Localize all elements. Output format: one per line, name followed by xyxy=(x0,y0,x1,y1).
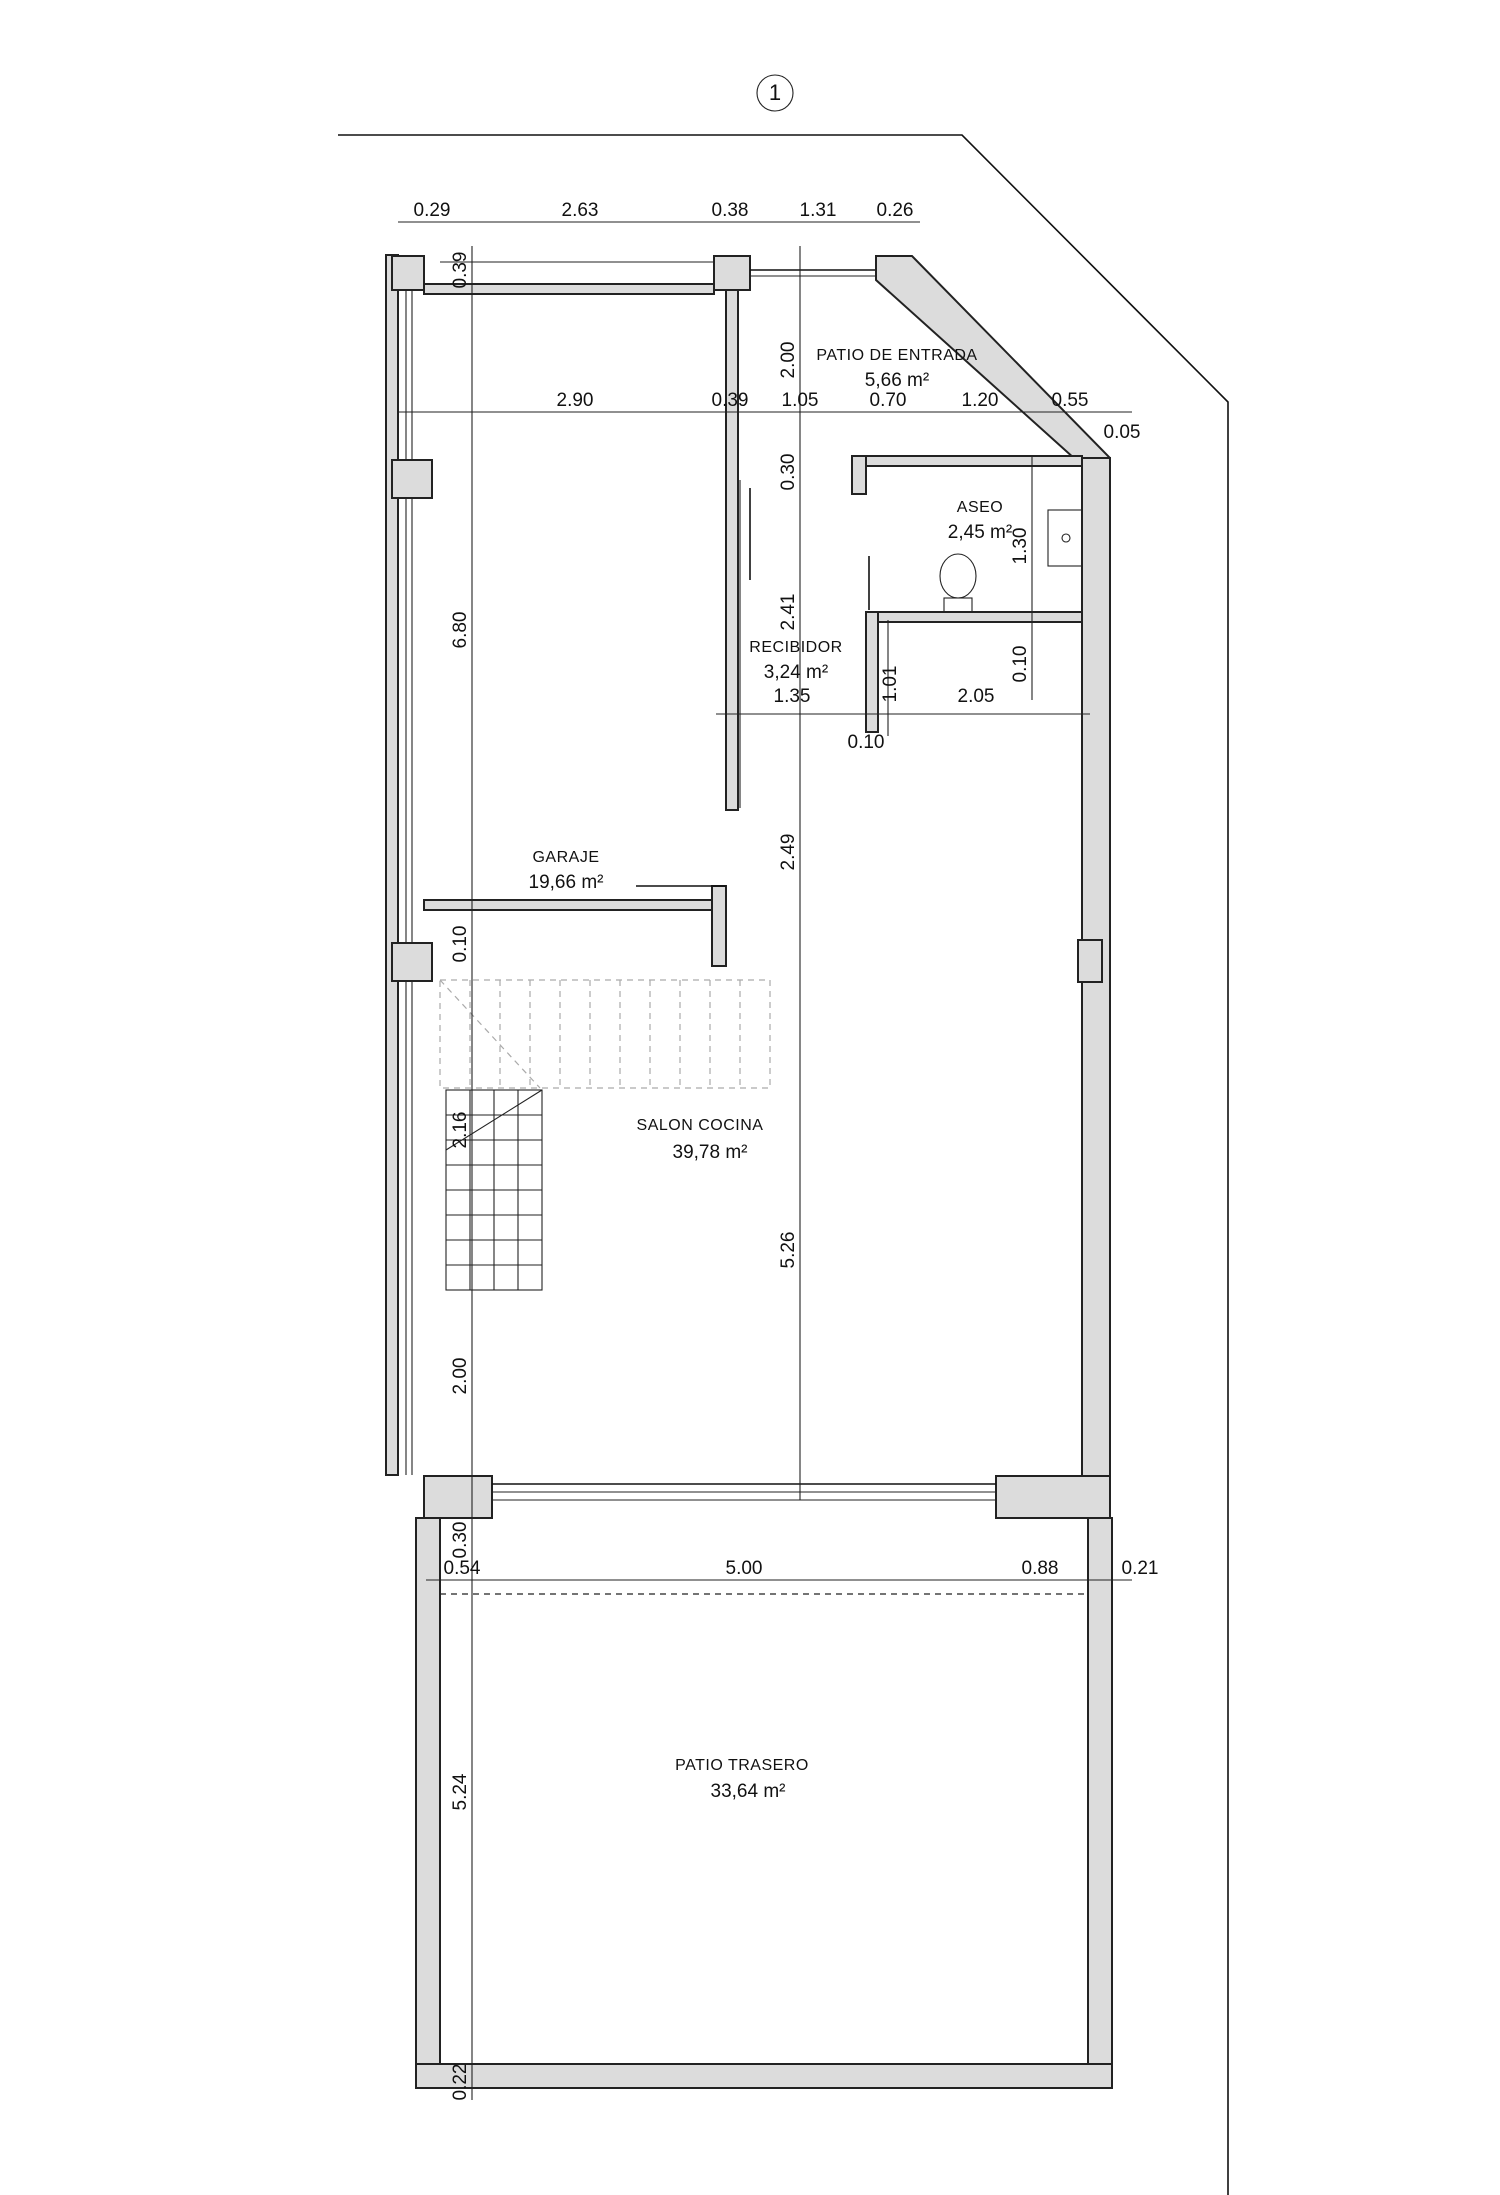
house-right-wall xyxy=(1082,458,1110,1518)
dim-left-4: 2.16 xyxy=(450,1111,471,1149)
aseo-top-left-stub xyxy=(852,456,866,494)
dim-top-2: 2.63 xyxy=(561,200,599,221)
garage-right-wall xyxy=(726,290,738,810)
dim-top-5: 0.26 xyxy=(876,200,914,221)
dim-center-3: 2.41 xyxy=(778,593,799,631)
dim-recibidor-3: 0.10 xyxy=(847,732,885,753)
dim-left-5: 2.00 xyxy=(450,1357,471,1395)
room-area-aseo: 2,45 m² xyxy=(947,522,1013,543)
column-left-mid xyxy=(392,460,432,498)
dim-second-6: 0.55 xyxy=(1051,390,1089,411)
garage-left-wall xyxy=(386,255,398,1475)
dim-left-7: 5.24 xyxy=(450,1773,471,1811)
column-top-left xyxy=(392,256,424,290)
garage-bottom-right-stub xyxy=(712,886,726,966)
dim-back-1: 0.54 xyxy=(443,1558,481,1579)
dim-second-5: 1.20 xyxy=(961,390,999,411)
dim-aseo-1: 1.30 xyxy=(1010,527,1031,565)
room-name-garaje: GARAJE xyxy=(532,849,600,866)
column-right-mid xyxy=(1078,940,1102,982)
dim-left-3: 0.10 xyxy=(450,925,471,963)
aseo-top-wall xyxy=(852,456,1082,466)
dim-second-1: 2.90 xyxy=(556,390,594,411)
column-left-low xyxy=(392,943,432,981)
room-area-recibidor: 3,24 m² xyxy=(763,662,829,683)
dim-center-2: 0.30 xyxy=(778,453,799,491)
sink-icon xyxy=(1048,510,1082,566)
dim-center-5: 5.26 xyxy=(778,1231,799,1269)
dim-top-3: 0.38 xyxy=(711,200,749,221)
room-name-patio-entrada: PATIO DE ENTRADA xyxy=(816,347,978,364)
stair-ghost-diagonal xyxy=(440,980,540,1088)
dim-left-8: 0.22 xyxy=(450,2063,471,2101)
dim-center-4: 2.49 xyxy=(778,833,799,871)
dim-left-2: 6.80 xyxy=(450,611,471,649)
garage-bottom-wall xyxy=(424,900,724,910)
dim-second-2: 0.39 xyxy=(711,390,749,411)
column-bottom-left xyxy=(424,1476,492,1518)
toilet-icon xyxy=(940,554,976,598)
dim-second-3: 1.05 xyxy=(781,390,819,411)
dim-left-6: 0.30 xyxy=(450,1521,471,1559)
patio-bottom-wall xyxy=(416,2064,1112,2088)
patio-left-wall xyxy=(416,1518,440,2088)
dim-second-4: 0.70 xyxy=(869,390,907,411)
dim-aseo-2: 0.10 xyxy=(1010,645,1031,683)
stairs-upper-ghost xyxy=(440,980,770,1088)
patio-right-wall xyxy=(1088,1518,1112,2088)
room-name-recibidor: RECIBIDOR xyxy=(749,639,843,656)
dim-top-4: 1.31 xyxy=(799,200,837,221)
dim-back-3: 0.88 xyxy=(1021,1558,1059,1579)
column-top-middle xyxy=(714,256,750,290)
column-bottom-right xyxy=(996,1476,1110,1518)
dim-recibidor-2: 2.05 xyxy=(957,686,995,707)
room-name-salon-cocina: SALON COCINA xyxy=(636,1117,764,1134)
dim-aseo-3: 1.01 xyxy=(880,665,901,703)
dim-back-2: 5.00 xyxy=(725,1558,763,1579)
room-area-garaje: 19,66 m² xyxy=(528,872,604,893)
room-name-aseo: ASEO xyxy=(956,499,1004,516)
aseo-bottom-wall xyxy=(866,612,1082,622)
room-area-patio-entrada: 5,66 m² xyxy=(864,370,930,391)
dim-top-1: 0.29 xyxy=(413,200,451,221)
room-area-salon-cocina: 39,78 m² xyxy=(672,1142,748,1163)
sink-drain xyxy=(1062,534,1070,542)
dim-center-1: 2.00 xyxy=(778,341,799,379)
dim-recibidor-1: 1.35 xyxy=(773,686,811,707)
room-area-patio-trasero: 33,64 m² xyxy=(710,1781,786,1802)
toilet-tank xyxy=(944,598,972,612)
dim-second-7: 0.05 xyxy=(1103,422,1141,443)
axis-marker-label: 1 xyxy=(768,80,782,105)
dim-back-4: 0.21 xyxy=(1121,1558,1159,1579)
dim-left-1: 0.39 xyxy=(450,251,471,289)
room-name-patio-trasero: PATIO TRASERO xyxy=(675,1757,809,1774)
